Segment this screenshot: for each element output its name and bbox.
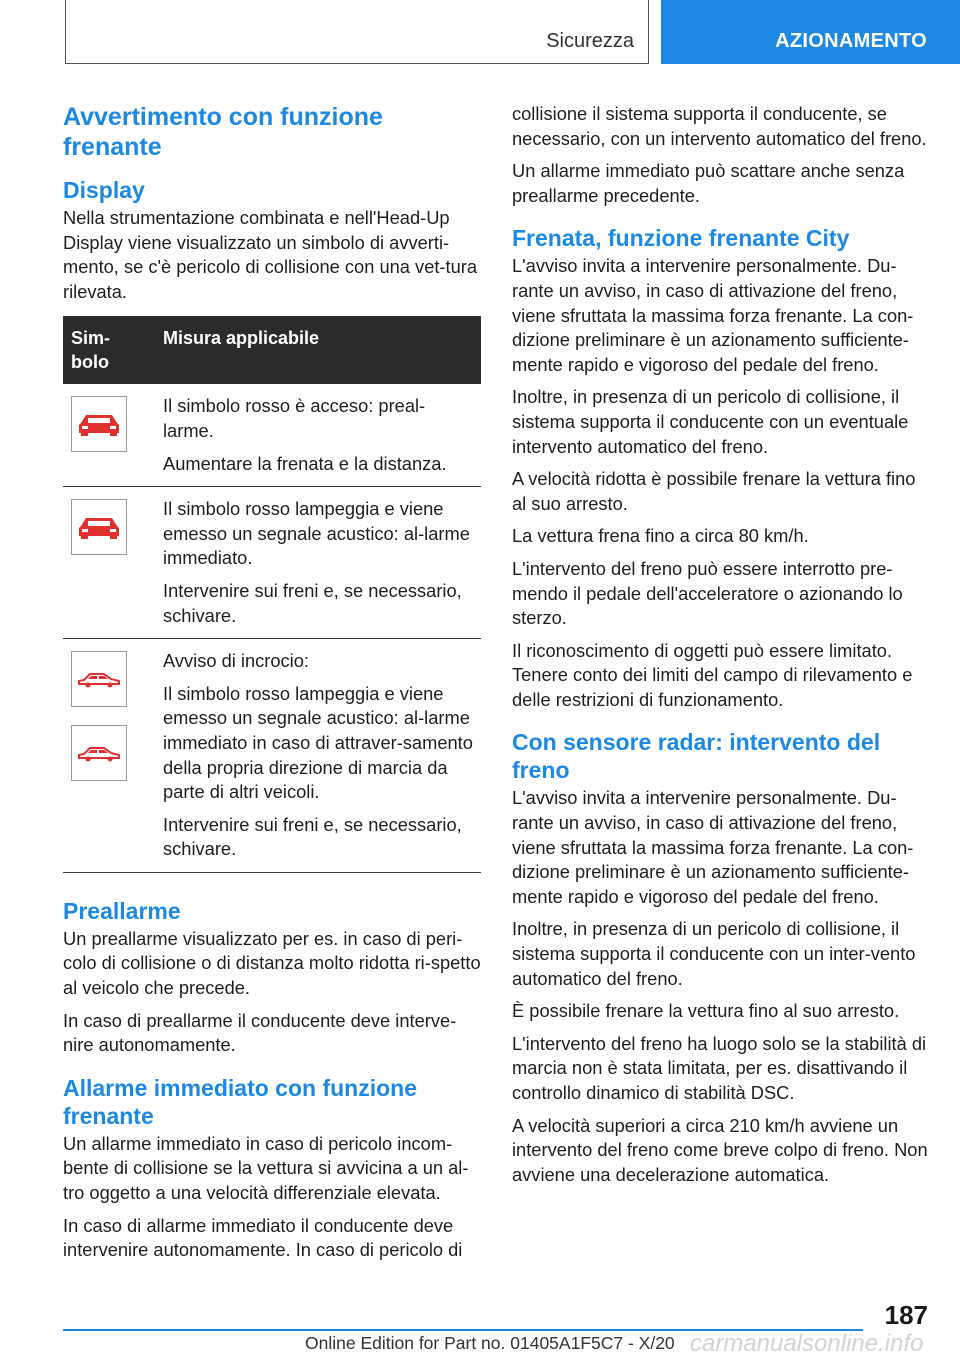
measure-cell (155, 639, 481, 873)
section-tab-label: Sicurezza (546, 30, 634, 52)
car-warning-red-flashing-icon (71, 499, 127, 555)
immediate-alarm-text: In caso di allarme immediato il conducente deve intervenire autonomamente. In caso di pericolo di (63, 1214, 463, 1261)
chapter-tab-label: AZIONAMENTO (775, 30, 927, 52)
measure-line: Il simbolo rosso lampeggia e viene emesso un segnale acustico: al-larme immediato. (163, 498, 470, 569)
col-measure-header: Misura applicabile (155, 316, 481, 384)
page-title: Avvertimento con funzione frenante (63, 103, 383, 161)
immediate-alarm-heading: Allarme immediato con funzione frenante (63, 1074, 417, 1129)
page-number: 187 (884, 1300, 928, 1330)
radar-text: L'avviso invita a intervenire personalmente. Du-rante un avviso, in caso di attivazione del freno, viene sfruttata la massima forza frenante. La con-dizione preliminare è un azionamento sufficiente-mente rapido e vigoroso del pedale del freno. (512, 787, 914, 907)
prealarm-text: In caso di preallarme il conducente deve interve-nire autonomamente. (63, 1009, 457, 1056)
section-tab (65, 0, 649, 64)
watermark: carmanualsonline.info (690, 1330, 924, 1357)
table-row (63, 639, 481, 873)
icon-cell (63, 639, 155, 873)
radar-text: L'intervento del freno ha luogo solo se la stabilità di marcia non è stata limitata, per es. disattivando il controllo dinamico di stabilità DSC. (512, 1032, 927, 1103)
measure-cell (155, 487, 481, 639)
car-warning-red-icon (71, 396, 127, 452)
col-symbol-header: Sim-bolo (63, 316, 155, 384)
city-braking-heading: Frenata, funzione frenante City (512, 225, 850, 252)
symbol-table (63, 316, 481, 873)
measure-line: Aumentare la frenata e la distanza. (163, 452, 447, 474)
prealarm-text: Un preallarme visualizzato per es. in caso di peri-colo di collisione o di distanza molto ridotta ri-spetto al veicolo che precede. (63, 927, 481, 999)
measure-line: Intervenire sui freni e, se necessario, schivare. (163, 813, 462, 860)
city-text: Inoltre, in presenza di un pericolo di collisione, il sistema supporta il conducente con un eventuale intervento automatico del freno. (512, 386, 909, 457)
measure-cell (155, 384, 481, 486)
right-column (512, 102, 930, 1187)
measure-line: Il simbolo rosso lampeggia e viene emesso un segnale acustico: al-larme immediato in caso di attraver-samento della propria direzione di marcia da parte di altri veicoli. (163, 682, 473, 803)
measure-line: Il simbolo rosso è acceso: preal-larme. (163, 395, 426, 441)
display-text: Nella strumentazione combinata e nell'Head-Up Display viene visualizzato un simbolo di avverti-mento, se c'è pericolo di collisione con una vet-tura rilevata. (63, 207, 478, 302)
radar-text: A velocità superiori a circa 210 km/h avviene un intervento del freno come breve colpo di freno. Non avviene una decelerazione automatica. (512, 1114, 928, 1185)
crossing-car-icon (71, 651, 127, 707)
radar-text: È possibile frenare la vettura fino al suo arresto. (512, 1000, 900, 1022)
continued-text: Un allarme immediato può scattare anche senza preallarme precedente. (512, 160, 905, 206)
table-header-row (63, 316, 481, 384)
city-text: Il riconoscimento di oggetti può essere limitato. Tenere conto dei limiti del campo di rilevamento e delle restrizioni di funzionamento. (512, 639, 913, 710)
city-text: La vettura frena fino a circa 80 km/h. (512, 525, 809, 547)
display-heading: Display (63, 177, 145, 203)
prealarm-heading: Preallarme (63, 897, 181, 924)
city-text: L'avviso invita a intervenire personalmente. Du-rante un avviso, in caso di attivazione del freno, viene sfruttata la massima forza frenante. La con-dizione preliminare è un azionamento sufficiente-mente rapido e vigoroso del pedale del freno. (512, 255, 914, 375)
city-text: A velocità ridotta è possibile frenare la vettura fino al suo arresto. (512, 468, 916, 514)
measure-line: Avviso di incrocio: (163, 650, 309, 672)
continued-text: collisione il sistema supporta il conducente, se necessario, con un intervento automatico del freno. (512, 103, 927, 149)
table-row (63, 487, 481, 639)
crossing-car-icon (71, 725, 127, 781)
chapter-tab (661, 0, 960, 64)
icon-cell (63, 384, 155, 486)
table-row (63, 384, 481, 486)
immediate-alarm-text: Un allarme immediato in caso di pericolo incom-bente di collisione se la vettura si avvicina a un al-tro oggetto a una velocità differenziale elevata. (63, 1132, 469, 1204)
radar-text: Inoltre, in presenza di un pericolo di collisione, il sistema supporta il conducente con un inter-vento automatico del freno. (512, 918, 916, 989)
measure-line: Intervenire sui freni e, se necessario, schivare. (163, 579, 462, 626)
edition-text: Online Edition for Part no. 01405A1F5C7 - X/20 (305, 1333, 675, 1353)
left-column (63, 102, 481, 1263)
city-text: L'intervento del freno può essere interrotto pre-mendo il pedale dell'acceleratore o azionando lo sterzo. (512, 557, 903, 629)
icon-cell (63, 487, 155, 639)
radar-heading: Con sensore radar: intervento del freno (512, 729, 881, 784)
